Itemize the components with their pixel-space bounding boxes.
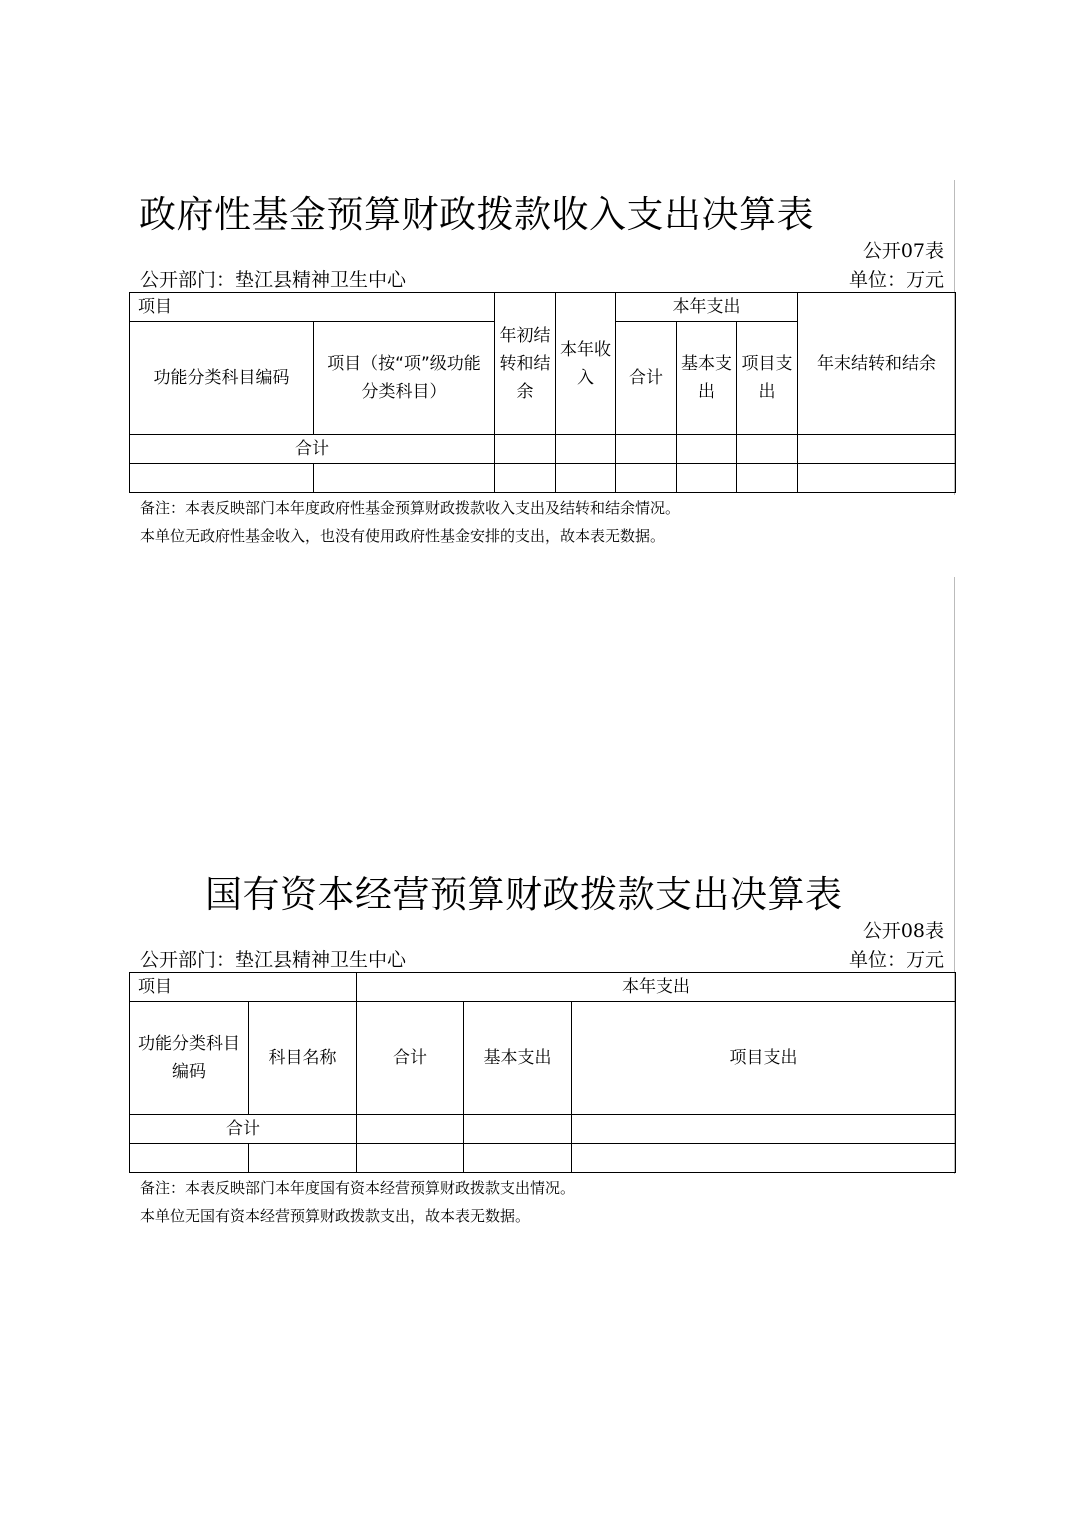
header-carryover-begin: 年初结转和结余 bbox=[495, 293, 556, 435]
table-cell bbox=[616, 435, 677, 464]
table-cell bbox=[616, 464, 677, 493]
table-cell bbox=[572, 1115, 956, 1144]
table-note: 本单位无国有资本经营预算财政拨款支出，故本表无数据。 bbox=[140, 1207, 531, 1225]
table-cell bbox=[464, 1144, 572, 1173]
table-cell bbox=[556, 464, 616, 493]
table-note: 本单位无政府性基金收入，也没有使用政府性基金安排的支出，故本表无数据。 bbox=[140, 527, 666, 545]
table-cell bbox=[357, 1144, 464, 1173]
header-project: 项目 bbox=[130, 293, 495, 322]
state-capital-table bbox=[129, 972, 956, 1173]
unit-label: 单位：万元 bbox=[848, 269, 944, 291]
form-number: 公开07表 bbox=[862, 240, 944, 262]
table-cell bbox=[495, 464, 556, 493]
table-cell bbox=[130, 1144, 249, 1173]
table-note: 备注：本表反映部门本年度国有资本经营预算财政拨款支出情况。 bbox=[140, 1179, 576, 1197]
unit-label: 单位：万元 bbox=[848, 949, 944, 971]
header-carryover-end: 年末结转和结余 bbox=[798, 293, 956, 435]
table-cell bbox=[677, 464, 737, 493]
table-cell bbox=[130, 464, 314, 493]
table-note: 备注：本表反映部门本年度政府性基金预算财政拨款收入支出及结转和结余情况。 bbox=[140, 499, 681, 517]
header-expense: 本年支出 bbox=[357, 973, 956, 1002]
total-row-label: 合计 bbox=[130, 435, 495, 464]
header-project-expense: 项目支出 bbox=[737, 322, 798, 435]
header-basic: 基本支出 bbox=[464, 1002, 572, 1115]
department-label: 公开部门：垫江县精神卫生中心 bbox=[140, 949, 407, 971]
header-total: 合计 bbox=[616, 322, 677, 435]
table-title: 国有资本经营预算财政拨款支出决算表 bbox=[205, 873, 843, 916]
table-cell bbox=[572, 1144, 956, 1173]
total-row-label: 合计 bbox=[130, 1115, 357, 1144]
header-expense: 本年支出 bbox=[616, 293, 798, 322]
table-cell bbox=[314, 464, 495, 493]
table-cell bbox=[495, 435, 556, 464]
table-cell bbox=[737, 435, 798, 464]
header-project-by-item: 项目（按“项”级功能分类科目） bbox=[314, 322, 495, 435]
header-basic: 基本支出 bbox=[677, 322, 737, 435]
table-cell bbox=[798, 464, 956, 493]
table-cell bbox=[798, 435, 956, 464]
header-function-code: 功能分类科目编码 bbox=[130, 322, 314, 435]
header-project-expense: 项目支出 bbox=[572, 1002, 956, 1115]
table-cell bbox=[556, 435, 616, 464]
table-cell bbox=[249, 1144, 357, 1173]
header-total: 合计 bbox=[357, 1002, 464, 1115]
form-number: 公开08表 bbox=[862, 920, 944, 942]
table-cell bbox=[464, 1115, 572, 1144]
table-cell bbox=[677, 435, 737, 464]
department-label: 公开部门：垫江县精神卫生中心 bbox=[140, 269, 407, 291]
header-project: 项目 bbox=[130, 973, 357, 1002]
header-subject-name: 科目名称 bbox=[249, 1002, 357, 1115]
header-income: 本年收入 bbox=[556, 293, 616, 435]
fund-budget-table bbox=[129, 292, 956, 493]
table-cell bbox=[357, 1115, 464, 1144]
header-function-code: 功能分类科目编码 bbox=[130, 1002, 249, 1115]
table-cell bbox=[737, 464, 798, 493]
table-title: 政府性基金预算财政拨款收入支出决算表 bbox=[139, 193, 814, 236]
